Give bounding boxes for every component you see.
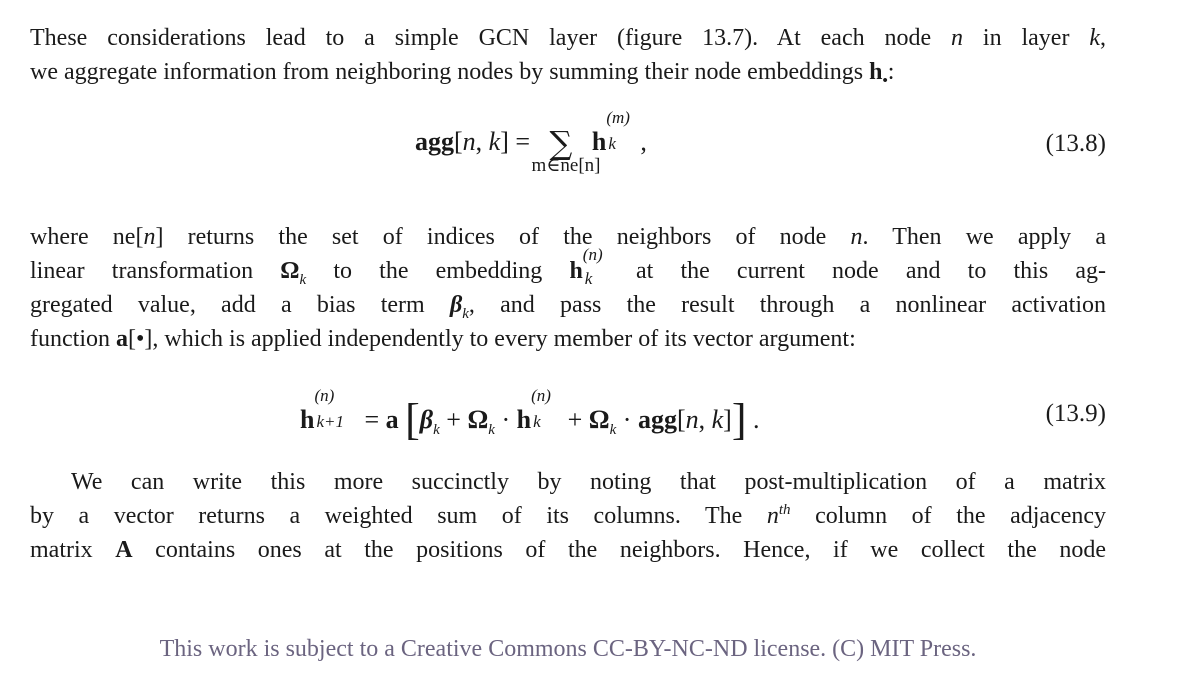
- equation-number: (13.8): [1045, 130, 1106, 157]
- text-line: These considerations lead to a simple GCN layer (figure 13.7). At each node n in layer k,: [30, 25, 1106, 51]
- text-line: matrix A contains ones at the positions of the neighbors. Hence, if we collect the node: [30, 537, 1106, 563]
- paragraph-succinct: [30, 465, 1106, 567]
- paragraph-intro: [30, 21, 1106, 89]
- equation-number: (13.9): [1045, 400, 1106, 427]
- text-line: by a vector returns a weighted sum of its columns. The $n^{th}$ column of the adjacency: [30, 502, 1106, 529]
- summation: ∑ m∈ne[n]: [531, 124, 601, 176]
- text-line: gregated value, add a bias term $\beta_k$, and pass the result through a nonlinear activation: [30, 292, 1106, 322]
- equation-13-8: agg[n, k] = ∑ m∈ne[n] h (m) k , (13.8): [415, 108, 1106, 176]
- license-footer: This work is subject to a Creative Commons CC-BY-NC-ND license. (C) MIT Press.: [159, 636, 977, 662]
- text-line: we aggregate information from neighboring nodes by summing their node embeddings $h_•$:: [30, 59, 895, 89]
- paragraph-transformation: [30, 220, 1106, 356]
- equation-13-9: h (n) k+1 = a [$\beta_k + \Omega_k \cdot h$ (n) k + $\Omega_k \cdot agg[n$, k]] . (13.9): [300, 386, 1106, 444]
- text-line: linear transformation $\Omega_k$ to the embedding h (n) k at the current node and to this ag-: [30, 245, 1106, 288]
- summation-index: m∈ne[n]: [531, 155, 601, 176]
- text-line: where ne[n] returns the set of indices of the neighbors of node n. Then we apply a: [30, 224, 1107, 250]
- text-line: function a[•], which is applied independently to every member of its vector argument:: [30, 326, 856, 352]
- text-line: We can write this more succinctly by noting that post-multiplication of a matrix: [71, 469, 1106, 495]
- agg-operator: agg: [415, 127, 454, 156]
